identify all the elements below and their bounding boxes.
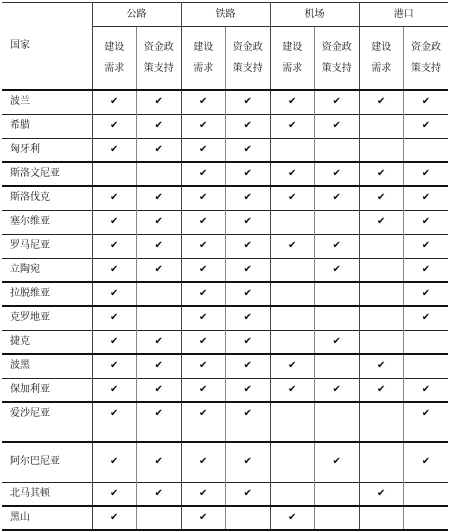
table-row (2, 258, 448, 282)
country-name: 克罗地亚 (10, 312, 50, 324)
country-name: 塞尔维亚 (10, 216, 50, 227)
check-mark-icon: ✔ (270, 114, 315, 138)
check-mark-icon: ✔ (226, 186, 271, 210)
check-mark-icon: ✔ (181, 258, 226, 282)
check-mark-icon: ✔ (137, 114, 182, 138)
check-mark-icon: ✔ (92, 234, 137, 258)
empty-cell (315, 306, 360, 330)
check-mark-icon: ✔ (181, 482, 226, 506)
empty-cell (315, 354, 360, 378)
sub-header-6 (359, 27, 404, 91)
table-row (2, 330, 448, 354)
sub-header-line: 资金政 (232, 42, 263, 53)
check-mark-icon: ✔ (270, 506, 315, 530)
check-mark-icon: ✔ (226, 90, 271, 114)
country-name: 斯洛伐克 (10, 192, 50, 204)
sub-header-line: 建设 (282, 42, 303, 53)
table-row (2, 506, 448, 530)
group-header-railway: 铁路 (181, 3, 270, 27)
country-name: 黑山 (10, 512, 30, 523)
check-mark-icon: ✔ (92, 506, 137, 530)
check-mark-icon: ✔ (270, 186, 315, 210)
country-name: 拉脱维亚 (10, 288, 50, 299)
check-mark-icon: ✔ (92, 114, 137, 138)
empty-cell (270, 306, 315, 330)
check-mark-icon: ✔ (92, 354, 137, 378)
check-mark-icon: ✔ (181, 114, 226, 138)
check-mark-icon: ✔ (92, 306, 137, 330)
empty-cell (270, 442, 315, 482)
check-mark-icon: ✔ (404, 442, 449, 482)
check-mark-icon: ✔ (92, 258, 137, 282)
check-mark-icon: ✔ (270, 162, 315, 186)
check-mark-icon: ✔ (404, 162, 449, 186)
check-mark-icon: ✔ (181, 186, 226, 210)
sub-header-line: 策支持 (232, 63, 263, 74)
check-mark-icon: ✔ (92, 186, 137, 210)
empty-cell (359, 506, 404, 530)
empty-cell (270, 282, 315, 306)
sub-header-5 (315, 27, 360, 91)
check-mark-icon: ✔ (137, 210, 182, 234)
check-mark-icon: ✔ (315, 186, 360, 210)
check-mark-icon: ✔ (404, 258, 449, 282)
check-mark-icon: ✔ (315, 162, 360, 186)
country-name: 阿尔巴尼亚 (10, 456, 60, 468)
empty-cell (226, 506, 271, 530)
country-name: 希腊 (10, 120, 30, 131)
check-mark-icon: ✔ (92, 442, 137, 482)
group-header-row (2, 3, 448, 27)
empty-cell (404, 506, 449, 530)
infrastructure-matrix (2, 2, 448, 531)
empty-cell (359, 306, 404, 330)
check-mark-icon: ✔ (315, 90, 360, 114)
empty-cell (270, 482, 315, 506)
check-mark-icon: ✔ (404, 114, 449, 138)
sub-header-3 (226, 27, 271, 91)
check-mark-icon: ✔ (359, 186, 404, 210)
sub-header-4 (270, 27, 315, 91)
empty-cell (315, 138, 360, 162)
check-mark-icon: ✔ (404, 402, 449, 442)
check-mark-icon: ✔ (404, 378, 449, 402)
group-header-port: 港口 (359, 3, 448, 27)
check-mark-icon: ✔ (226, 354, 271, 378)
check-mark-icon: ✔ (359, 354, 404, 378)
empty-cell (315, 482, 360, 506)
check-mark-icon: ✔ (181, 90, 226, 114)
empty-cell (359, 442, 404, 482)
sub-header-1 (137, 27, 182, 91)
check-mark-icon: ✔ (359, 378, 404, 402)
empty-cell (315, 282, 360, 306)
country-infrastructure-table (2, 2, 448, 531)
empty-cell (137, 162, 182, 186)
check-mark-icon: ✔ (92, 402, 137, 442)
country-name: 波黑 (10, 360, 30, 372)
empty-cell (359, 138, 404, 162)
check-mark-icon: ✔ (359, 482, 404, 506)
empty-cell (315, 506, 360, 530)
sub-header-line: 建设 (104, 42, 125, 53)
check-mark-icon: ✔ (226, 162, 271, 186)
sub-header-line: 需求 (193, 63, 214, 74)
check-mark-icon: ✔ (92, 90, 137, 114)
check-mark-icon: ✔ (359, 162, 404, 186)
check-mark-icon: ✔ (181, 354, 226, 378)
sub-header-line: 资金政 (143, 42, 174, 53)
check-mark-icon: ✔ (181, 402, 226, 442)
check-mark-icon: ✔ (181, 162, 226, 186)
table-row (2, 306, 448, 330)
check-mark-icon: ✔ (137, 186, 182, 210)
country-name: 斯洛文尼亚 (10, 168, 60, 179)
check-mark-icon: ✔ (404, 306, 449, 330)
check-mark-icon: ✔ (137, 402, 182, 442)
check-mark-icon: ✔ (270, 354, 315, 378)
check-mark-icon: ✔ (137, 258, 182, 282)
table-row (2, 234, 448, 258)
check-mark-icon: ✔ (404, 282, 449, 306)
check-mark-icon: ✔ (181, 442, 226, 482)
empty-cell (404, 354, 449, 378)
check-mark-icon: ✔ (181, 138, 226, 162)
empty-cell (270, 402, 315, 442)
empty-cell (270, 330, 315, 354)
check-mark-icon: ✔ (315, 378, 360, 402)
check-mark-icon: ✔ (92, 482, 137, 506)
sub-header-line: 建设 (371, 42, 392, 53)
check-mark-icon: ✔ (315, 330, 360, 354)
table-row (2, 162, 448, 186)
check-mark-icon: ✔ (92, 138, 137, 162)
check-mark-icon: ✔ (226, 306, 271, 330)
check-mark-icon: ✔ (181, 330, 226, 354)
table-row (2, 210, 448, 234)
table-row (2, 378, 448, 402)
table-row (2, 354, 448, 378)
check-mark-icon: ✔ (181, 506, 226, 530)
country-name: 捷克 (10, 335, 30, 347)
check-mark-icon: ✔ (226, 114, 271, 138)
empty-cell (270, 138, 315, 162)
check-mark-icon: ✔ (226, 482, 271, 506)
check-mark-icon: ✔ (92, 378, 137, 402)
empty-cell (315, 210, 360, 234)
check-mark-icon: ✔ (226, 442, 271, 482)
check-mark-icon: ✔ (181, 282, 226, 306)
check-mark-icon: ✔ (226, 378, 271, 402)
check-mark-icon: ✔ (137, 442, 182, 482)
check-mark-icon: ✔ (404, 90, 449, 114)
check-mark-icon: ✔ (359, 90, 404, 114)
sub-header-line: 需求 (282, 63, 303, 74)
empty-cell (359, 258, 404, 282)
sub-header-2 (181, 27, 226, 91)
check-mark-icon: ✔ (404, 186, 449, 210)
sub-header-line: 需求 (371, 63, 392, 74)
empty-cell (404, 138, 449, 162)
country-name: 爱沙尼亚 (10, 408, 50, 419)
empty-cell (315, 402, 360, 442)
sub-header-line: 资金政 (411, 42, 441, 53)
table-row (2, 402, 448, 442)
check-mark-icon: ✔ (226, 330, 271, 354)
check-mark-icon: ✔ (181, 306, 226, 330)
check-mark-icon: ✔ (270, 378, 315, 402)
table-row (2, 282, 448, 306)
check-mark-icon: ✔ (226, 258, 271, 282)
check-mark-icon: ✔ (270, 234, 315, 258)
empty-cell (270, 210, 315, 234)
sub-header-line: 建设 (193, 42, 214, 53)
sub-header-line: 策支持 (411, 63, 441, 74)
empty-cell (359, 234, 404, 258)
empty-cell (404, 330, 449, 354)
empty-cell (137, 506, 182, 530)
table-row (2, 482, 448, 506)
check-mark-icon: ✔ (226, 210, 271, 234)
check-mark-icon: ✔ (92, 330, 137, 354)
group-header-road: 公路 (92, 3, 181, 27)
check-mark-icon: ✔ (137, 138, 182, 162)
country-column-header: 国家 (2, 3, 92, 91)
check-mark-icon: ✔ (137, 354, 182, 378)
check-mark-icon: ✔ (92, 282, 137, 306)
table-row (2, 138, 448, 162)
table-row (2, 186, 448, 210)
check-mark-icon: ✔ (226, 402, 271, 442)
group-header-airport: 机场 (270, 3, 359, 27)
sub-header-line: 策支持 (143, 63, 174, 74)
empty-cell (359, 282, 404, 306)
check-mark-icon: ✔ (226, 138, 271, 162)
country-name: 罗马尼亚 (10, 240, 50, 251)
sub-header-line: 策支持 (321, 63, 352, 74)
sub-header-line: 资金政 (321, 42, 352, 53)
empty-cell (359, 330, 404, 354)
empty-cell (270, 258, 315, 282)
empty-cell (137, 306, 182, 330)
check-mark-icon: ✔ (137, 234, 182, 258)
country-name: 立陶宛 (10, 263, 40, 275)
check-mark-icon: ✔ (315, 114, 360, 138)
check-mark-icon: ✔ (315, 258, 360, 282)
check-mark-icon: ✔ (404, 234, 449, 258)
table-row (2, 442, 448, 482)
check-mark-icon: ✔ (137, 482, 182, 506)
check-mark-icon: ✔ (181, 234, 226, 258)
check-mark-icon: ✔ (315, 234, 360, 258)
country-name: 北马其顿 (10, 487, 50, 499)
check-mark-icon: ✔ (404, 210, 449, 234)
country-name: 保加利亚 (10, 383, 50, 395)
check-mark-icon: ✔ (359, 210, 404, 234)
country-name: 匈牙利 (10, 143, 40, 155)
sub-header-line: 需求 (104, 63, 125, 74)
empty-cell (359, 114, 404, 138)
check-mark-icon: ✔ (226, 234, 271, 258)
empty-cell (359, 402, 404, 442)
check-mark-icon: ✔ (137, 330, 182, 354)
table-body (2, 90, 448, 530)
check-mark-icon: ✔ (181, 378, 226, 402)
country-name: 波兰 (10, 96, 30, 108)
check-mark-icon: ✔ (226, 282, 271, 306)
empty-cell (92, 162, 137, 186)
check-mark-icon: ✔ (315, 442, 360, 482)
check-mark-icon: ✔ (137, 90, 182, 114)
check-mark-icon: ✔ (137, 378, 182, 402)
sub-header-0 (92, 27, 137, 91)
check-mark-icon: ✔ (270, 90, 315, 114)
empty-cell (137, 282, 182, 306)
check-mark-icon: ✔ (181, 210, 226, 234)
check-mark-icon: ✔ (92, 210, 137, 234)
table-row (2, 114, 448, 138)
sub-header-7 (404, 27, 449, 91)
table-row (2, 90, 448, 114)
empty-cell (404, 482, 449, 506)
